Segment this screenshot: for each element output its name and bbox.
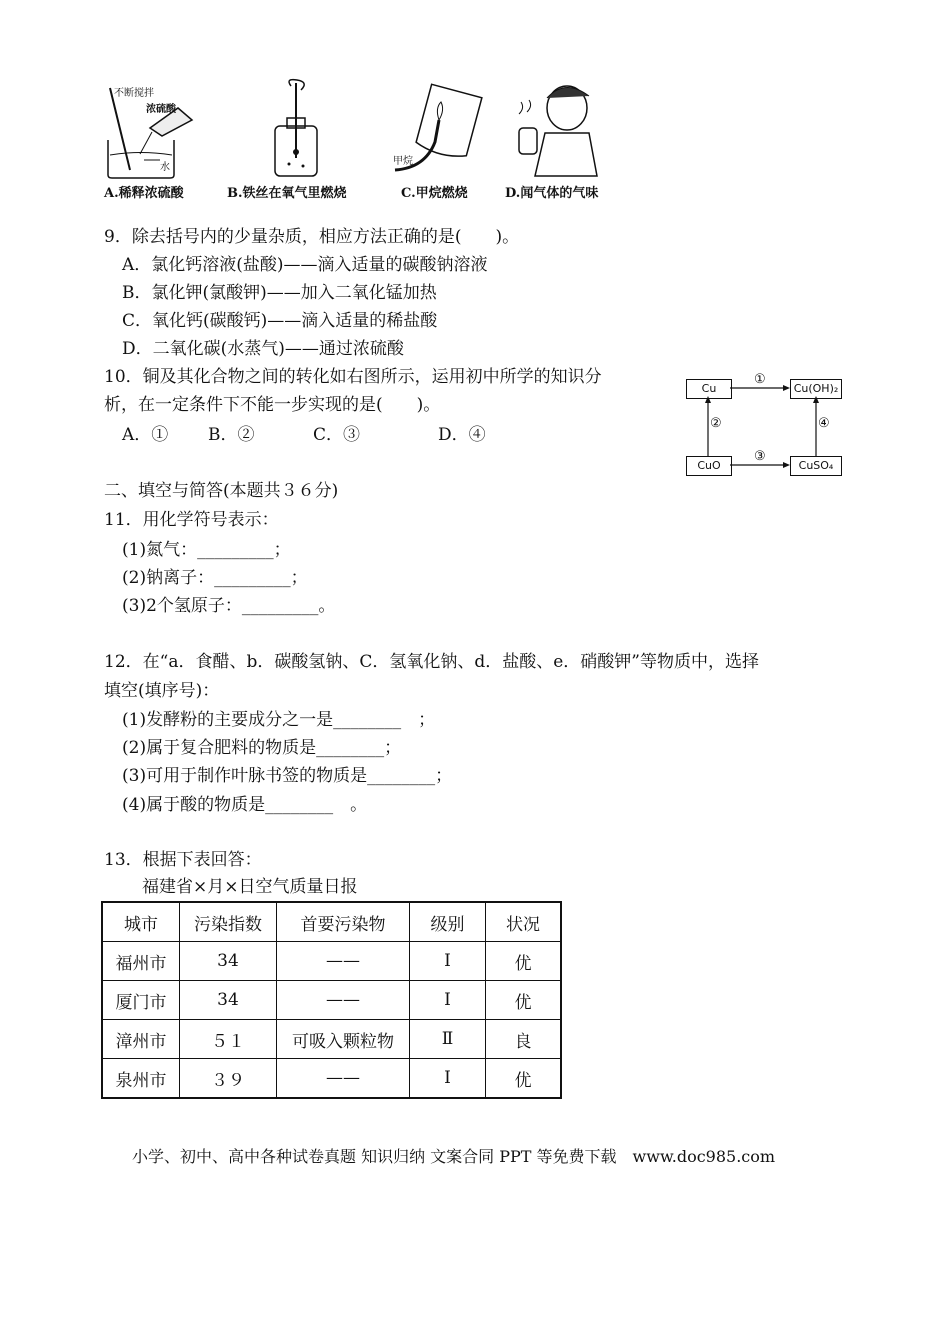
q9-option-b: B．氯化钾(氯酸钾)——加入二氧化锰加热 — [122, 283, 437, 303]
label-water: 水 — [160, 162, 170, 173]
table-title: 福建省×月×日空气质量日报 — [142, 877, 358, 897]
cell-city: 漳州市 — [102, 1020, 180, 1059]
caption-c: C.甲烷燃烧 — [401, 186, 468, 201]
node-cuo: CuO — [686, 456, 732, 476]
q11-item-3: (3)2个氢原子：_________。 — [122, 596, 336, 616]
header-level: 级别 — [410, 902, 486, 942]
q12-item-4: (4)属于酸的物质是________ 。 — [122, 795, 368, 815]
cell-status: 优 — [486, 981, 562, 1020]
figure-c — [385, 80, 505, 200]
q9-option-c: C．氧化钙(碳酸钙)——滴入适量的稀盐酸 — [122, 311, 438, 331]
cell-level: Ⅰ — [410, 981, 486, 1020]
q10-option-b: B．② — [208, 425, 255, 445]
cell-level: Ⅱ — [410, 1020, 486, 1059]
table-row — [102, 1059, 561, 1099]
table-row — [102, 942, 561, 981]
cell-level: Ⅰ — [410, 1059, 486, 1099]
arrow-label-4: ④ — [818, 416, 830, 431]
figure-a — [100, 80, 220, 200]
node-cu: Cu — [686, 379, 732, 399]
figure-d — [505, 78, 625, 200]
header-city: 城市 — [102, 902, 180, 942]
cell-pollutant: —— — [277, 942, 410, 981]
q10-stem-line2: 析，在一定条件下不能一步实现的是( )。 — [104, 395, 441, 415]
q12-item-3: (3)可用于制作叶脉书签的物质是________； — [122, 766, 453, 786]
header-pollutant: 首要污染物 — [277, 902, 410, 942]
cell-city: 福州市 — [102, 942, 180, 981]
q9-option-d: D．二氧化碳(水蒸气)——通过浓硫酸 — [122, 339, 404, 359]
q10-option-c: C．③ — [313, 425, 361, 445]
q12-stem-line2: 填空(填序号)： — [104, 681, 220, 701]
node-cuso4: CuSO₄ — [790, 456, 842, 476]
cell-level: Ⅰ — [410, 942, 486, 981]
cell-pollutant: 可吸入颗粒物 — [277, 1020, 410, 1059]
label-methane: 甲烷 — [393, 156, 413, 167]
smelling-gas-illustration — [505, 78, 625, 178]
q10-option-d: D．④ — [438, 425, 486, 445]
cell-index: 34 — [180, 942, 277, 981]
label-stir: 不断搅拌 — [114, 88, 154, 99]
footer-text: 小学、初中、高中各种试卷真题 知识归纳 文案合同 PPT 等免费下载 www.doc985.com — [132, 1147, 776, 1166]
arrow-label-3: ③ — [754, 449, 766, 464]
cell-status: 优 — [486, 1059, 562, 1099]
caption-d: D.闻气体的气味 — [505, 186, 599, 201]
figure-b — [225, 78, 385, 200]
cell-status: 良 — [486, 1020, 562, 1059]
copper-conversion-diagram — [684, 372, 844, 478]
table-row — [102, 1020, 561, 1059]
q9-option-a: A．氯化钙溶液(盐酸)——滴入适量的碳酸钠溶液 — [122, 255, 488, 275]
arrow-label-2: ② — [710, 416, 722, 431]
q11-stem: 11．用化学符号表示： — [104, 510, 279, 530]
node-cuoh2: Cu(OH)₂ — [790, 379, 842, 399]
table-row — [102, 981, 561, 1020]
q12-item-1: (1)发酵粉的主要成分之一是________ ； — [122, 710, 436, 730]
cell-city: 泉州市 — [102, 1059, 180, 1099]
q10-stem-line1: 10．铜及其化合物之间的转化如右图所示，运用初中所学的知识分 — [104, 367, 602, 387]
q12-item-2: (2)属于复合肥料的物质是________； — [122, 738, 402, 758]
label-acid: 浓硫酸 — [146, 104, 176, 115]
caption-a: A.稀释浓硫酸 — [104, 186, 184, 201]
table-header-row — [102, 902, 561, 942]
q11-item-1: (1)氮气：_________； — [122, 540, 291, 560]
cell-pollutant: —— — [277, 1059, 410, 1099]
cell-index: 34 — [180, 981, 277, 1020]
q10-option-a: A．① — [122, 425, 169, 445]
cell-city: 厦门市 — [102, 981, 180, 1020]
section-heading: 二、填空与简答(本题共３６分) — [104, 481, 339, 501]
q13-stem: 13．根据下表回答： — [104, 850, 262, 870]
arrow-label-1: ① — [754, 372, 766, 387]
header-index: 污染指数 — [180, 902, 277, 942]
cell-pollutant: —— — [277, 981, 410, 1020]
header-status: 状况 — [486, 902, 562, 942]
q9-stem: 9．除去括号内的少量杂质，相应方法正确的是( )。 — [104, 227, 520, 247]
cell-index: ３９ — [180, 1059, 277, 1099]
air-quality-table — [101, 901, 562, 1099]
cell-index: ５１ — [180, 1020, 277, 1059]
q11-item-2: (2)钠离子：_________； — [122, 568, 308, 588]
q12-stem-line1: 12．在“a．食醋、b．碳酸氢钠、C．氢氧化钠、d．盐酸、e．硝酸钾”等物质中，选择 — [104, 652, 759, 672]
cell-status: 优 — [486, 942, 562, 981]
caption-b: B.铁丝在氧气里燃烧 — [227, 186, 347, 201]
iron-wire-illustration — [225, 78, 385, 178]
